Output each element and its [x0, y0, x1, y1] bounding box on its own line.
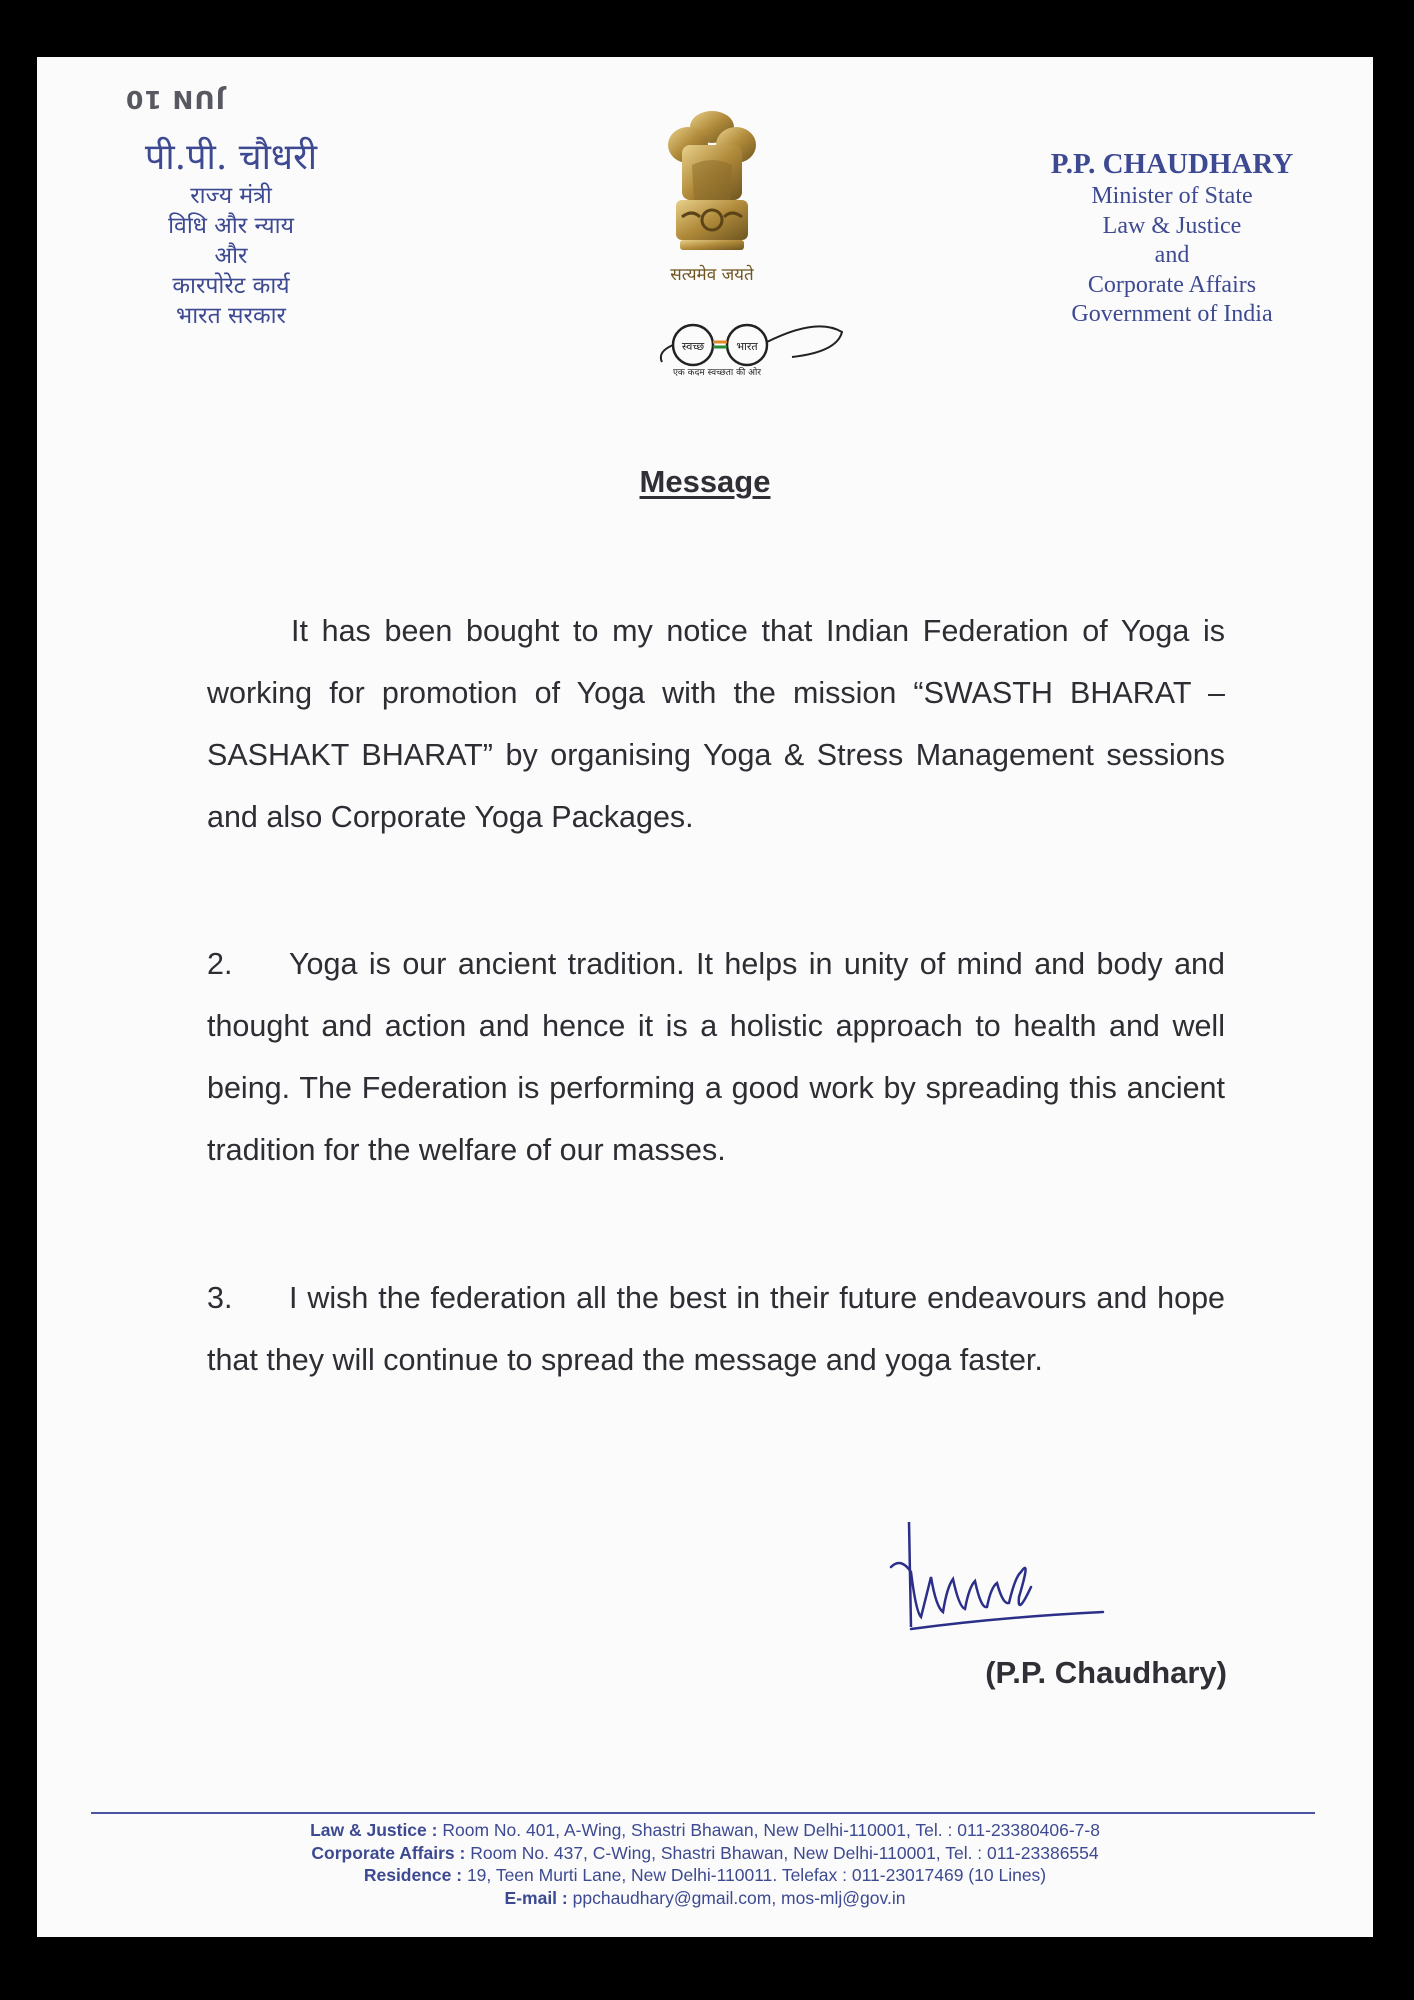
letter-page [37, 57, 1373, 1937]
footer-text: Room No. 401, A-Wing, Shastri Bhawan, New Delhi-110001, Tel. : 011-23380406-7-8 [442, 1820, 1100, 1840]
footer-label: Residence : [363, 1865, 463, 1885]
paragraph-text: It has been bought to my notice that Indian Federation of Yoga is working for promotion of Yoga with the mission “SWASTH BHARAT – SASHAKT BHARAT” by organising Yoga & Stress Management sessions and also Corporate Yoga Packages. [207, 614, 1225, 834]
designation-hindi-line: विधि और न्याय [168, 213, 294, 239]
designation-hindi-line: राज्य मंत्री [190, 183, 272, 209]
footer-line-residence [37, 1864, 1373, 1887]
designation-english-line: and [1154, 242, 1190, 268]
designation-english-line: Corporate Affairs [1087, 271, 1257, 298]
footer-line-email [37, 1887, 1373, 1910]
footer-text: 19, Teen Murti Lane, New Delhi-110011. Telefax : 011-23017469 (10 Lines) [466, 1865, 1047, 1885]
minister-name-hindi: पी.पी. चौधरी [144, 137, 318, 178]
emblem-motto: सत्यमेव जयते [670, 265, 754, 285]
body-paragraph-1 [207, 600, 1225, 848]
body-paragraph-3 [207, 1267, 1225, 1391]
footer-text: Room No. 437, C-Wing, Shastri Bhawan, New Delhi-110001, Tel. : 011-23386554 [470, 1842, 1099, 1863]
email-link[interactable]: ppchaudhary@gmail.com, mos-mlj@gov.in [572, 1887, 906, 1908]
designation-hindi-line: भारत सरकार [176, 303, 286, 329]
swachh-right-text: भारत [736, 340, 758, 353]
signatory-name: (P.P. Chaudhary) [985, 1655, 1227, 1690]
designation-english-line: Law & Justice [1102, 212, 1242, 239]
designation-english-line: Minister of State [1091, 183, 1253, 209]
handwritten-signature [881, 1517, 1111, 1637]
footer-label: Law & Justice : [310, 1820, 438, 1840]
letterhead-hindi [81, 135, 381, 331]
swachh-left-text: स्वच्छ [681, 340, 705, 353]
paragraph-text: I wish the federation all the best in their future endeavours and hope that they will continue to spread the message and yoga faster. [207, 1281, 1225, 1377]
designation-hindi-line: कारपोरेट कार्य [172, 273, 290, 299]
footer-label: Corporate Affairs : [311, 1842, 466, 1863]
paragraph-text: Yoga is our ancient tradition. It helps in unity of mind and body and thought and action and hence it is a holistic approach to health and well being. The Federation is performing a good work by spreading this ancient tradition for the welfare of our masses. [207, 947, 1225, 1167]
swachh-tagline: एक कदम स्वच्छता की ओर [672, 368, 762, 378]
body-paragraph-2 [207, 933, 1225, 1181]
footer-line-corporate [37, 1842, 1373, 1865]
message-title: Message [639, 464, 771, 499]
paragraph-number: 2. [207, 947, 233, 981]
footer-label: E-mail : [504, 1887, 568, 1908]
footer-divider [91, 1812, 1315, 1814]
national-emblem-icon [652, 105, 772, 285]
paragraph-number: 3. [207, 1281, 233, 1315]
date-stamp: JUN 10 [125, 85, 226, 114]
footer-line-law [37, 1819, 1373, 1842]
designation-hindi-line: और [214, 243, 248, 269]
designation-english-line: Government of India [1071, 301, 1273, 327]
letterhead-english [1017, 146, 1327, 330]
minister-name-english: P.P. CHAUDHARY [1050, 148, 1294, 180]
footer-address [37, 1819, 1373, 1909]
